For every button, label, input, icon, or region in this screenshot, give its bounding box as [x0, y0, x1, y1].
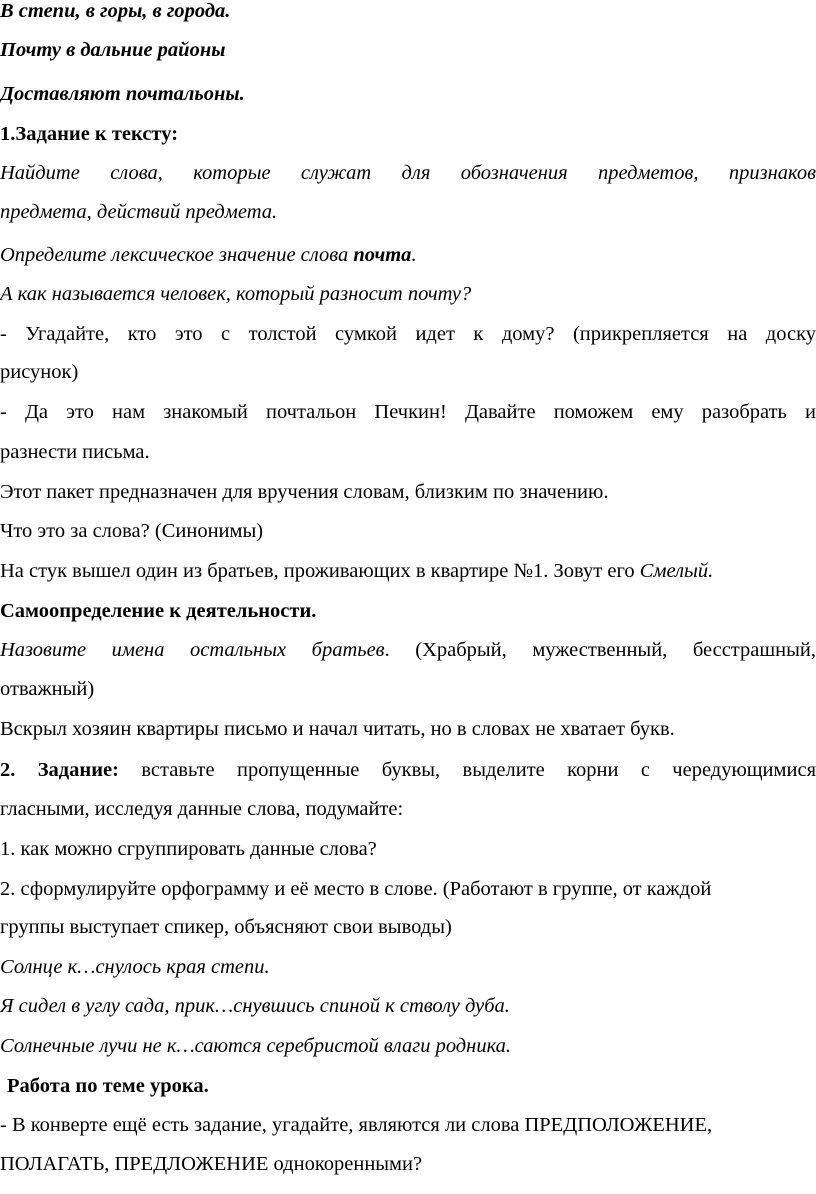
- knock-text: На стук вышел один из братьев, проживающих в квартире №1. Зовут его: [0, 560, 640, 582]
- lesson-work-heading: Работа по теме урока.: [7, 1075, 209, 1097]
- poem-line-3: Доставляют почтальоны.: [0, 83, 245, 105]
- guess-line-1: - Угадайте, кто это с толстой сумкой идет к дому? (прикрепляется на доску: [0, 323, 816, 345]
- pechkin-line-2: разнести письма.: [0, 441, 150, 463]
- self-determination-heading: Самоопределение к деятельности.: [0, 600, 317, 622]
- names-line-1: [0, 637, 816, 663]
- synonyms-question: Что это за слова? (Синонимы): [0, 520, 264, 542]
- task1-question-3: А как называется человек, который разносит почту?: [0, 283, 472, 305]
- brother-name: Смелый.: [639, 560, 714, 582]
- guess-line-2: рисунок): [0, 361, 79, 383]
- task2-line-2: гласными, исследуя данные слова, подумайте:: [0, 798, 404, 820]
- question-2-end: .: [411, 244, 417, 266]
- task1-heading: 1.Задание к тексту:: [0, 123, 179, 145]
- exercise-sentence-2: Я сидел в углу сада, прик…снувшись спиной к стволу дуба.: [0, 995, 510, 1017]
- names-prompt: Назовите имена остальных братьев: [0, 639, 385, 661]
- poem-line-1: В степи, в горы, в города.: [0, 0, 231, 22]
- task2-text: вставьте пропущенные буквы, выделите корни с чередующимися: [118, 759, 816, 781]
- exercise-sentence-3: Солнечные лучи не к…саются серебристой влаги родника.: [0, 1035, 512, 1057]
- envelope-line-1: - В конверте ещё есть задание, угадайте, являются ли слова ПРЕДПОЛОЖЕНИЕ,: [0, 1114, 713, 1136]
- task2-item-2-line-2: группы выступает спикер, объясняют свои выводы): [0, 916, 452, 938]
- highlighted-word: почта: [353, 244, 412, 266]
- task2-line-1: [0, 757, 816, 783]
- task2-label: 2. Задание:: [0, 759, 119, 781]
- task1-question-1-line-1: Найдите слова, которые служат для обозначения предметов, признаков: [0, 162, 816, 184]
- exercise-sentence-1: Солнце к…снулось края степи.: [0, 956, 270, 978]
- envelope-line-2: ПОЛАГАТЬ, ПРЕДЛОЖЕНИЕ однокоренными?: [0, 1153, 423, 1175]
- knock-sentence: [0, 558, 816, 584]
- task1-question-2: [0, 242, 816, 268]
- letter-sentence: Вскрыл хозяин квартиры письмо и начал читать, но в словах не хватает букв.: [0, 718, 675, 740]
- task2-item-2-line-1: 2. сформулируйте орфограмму и её место в слове. (Работают в группе, от каждой: [0, 878, 712, 900]
- names-list: . (Храбрый, мужественный, бесстрашный,: [384, 639, 816, 661]
- pechkin-line-1: - Да это нам знакомый почтальон Печкин! Давайте поможем ему разобрать и: [0, 401, 816, 423]
- names-line-2: отважный): [0, 678, 95, 700]
- packet-sentence: Этот пакет предназначен для вручения словам, близким по значению.: [0, 481, 609, 503]
- task2-item-1: 1. как можно сгруппировать данные слова?: [0, 838, 377, 860]
- question-2-text: Определите лексическое значение слова: [0, 244, 354, 266]
- task1-question-1-line-2: предмета, действий предмета.: [0, 201, 278, 223]
- poem-line-2: Почту в дальние районы: [0, 39, 226, 61]
